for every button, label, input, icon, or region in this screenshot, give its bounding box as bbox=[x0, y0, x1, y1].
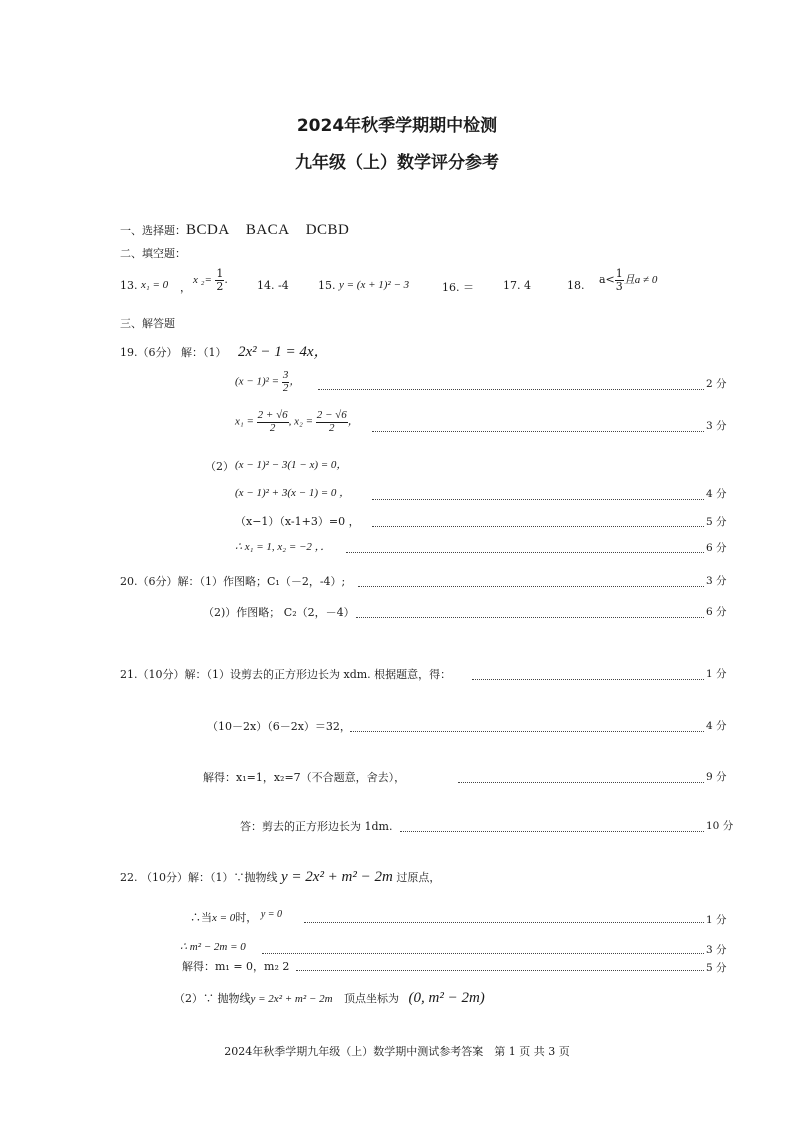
q19-step-2-b: , x₂ = bbox=[288, 415, 313, 428]
q15-answer: y = (x + 1)² − 3 bbox=[339, 279, 410, 291]
q20-line-2: （2)）作图略； C₂（2，－4） bbox=[203, 606, 355, 619]
q20-line-1: 20.（6分）解：（1）作图略；C₁（－2，-4）; bbox=[120, 575, 346, 588]
q15-label: 15. bbox=[318, 279, 336, 292]
leader-line bbox=[350, 731, 704, 732]
q19-part2-label: （2） bbox=[205, 460, 234, 473]
leader-line bbox=[458, 782, 704, 783]
q13-end: . bbox=[224, 273, 228, 287]
leader-line bbox=[400, 831, 704, 832]
q22-step-1 bbox=[190, 909, 282, 925]
q22-part2-a: （2）∵ 抛物线 bbox=[174, 992, 251, 1005]
q21-line-2: （10－2x）（6－2x）＝32， bbox=[207, 720, 351, 733]
q19-step-2-den-1: 2 bbox=[269, 421, 276, 434]
leader-line bbox=[318, 389, 704, 390]
section-choice bbox=[120, 219, 349, 239]
q21-line-4: 答：剪去的正方形边长为 1dm. bbox=[240, 820, 393, 833]
doc-title: 2024年秋季学期期中检测 bbox=[296, 116, 498, 136]
q13-num: 1 bbox=[216, 267, 224, 280]
q22-step-1-c: 时， bbox=[235, 911, 258, 924]
section-choice-label: 一、选择题： bbox=[120, 224, 186, 237]
q19-step-1-left: (x − 1)² = bbox=[235, 375, 280, 388]
q19-step-2-frac-2 bbox=[316, 410, 348, 434]
q22-step-1-b: x = 0 bbox=[212, 912, 236, 924]
section-fill-label: 二、填空题： bbox=[120, 247, 186, 260]
q14-answer: 14. -4 bbox=[257, 279, 289, 292]
q18-tail: 且a ≠ 0 bbox=[623, 274, 658, 287]
q22-part2-eq: y = 2x² + m² − 2m bbox=[250, 993, 333, 1005]
q19-part2-eq: (x − 1)² − 3(1 − x) = 0， bbox=[235, 459, 348, 471]
q19-step-2 bbox=[235, 410, 359, 434]
leader-line bbox=[296, 970, 704, 971]
page-footer: 2024年秋季学期九年级（上）数学期中测试参考答案 第 1 页 共 3 页 bbox=[224, 1045, 570, 1058]
q21-line-3: 解得：x₁=1，x₂=7（不合题意，舍去）， bbox=[203, 771, 406, 784]
q18-fraction bbox=[615, 268, 624, 292]
q19-equation: 2x² − 1 = 4x， bbox=[238, 344, 329, 360]
q22-head-tail: 过原点， bbox=[396, 871, 441, 884]
q22-part2-vertex: (0, m² − 2m) bbox=[408, 990, 485, 1006]
q19-step-4: (x − 1)² + 3(x − 1) = 0 ， bbox=[235, 487, 351, 499]
leader-line bbox=[346, 552, 704, 553]
score-q21-2: 4 分 bbox=[706, 720, 727, 732]
q18-answer bbox=[599, 268, 657, 292]
score-q20-2: 6 分 bbox=[706, 606, 727, 618]
q21-line-1: 21.（10分）解：（1）设剪去的正方形边长为 xdm. 根据题意，得： bbox=[120, 668, 452, 681]
q13-separator: ， bbox=[180, 281, 191, 294]
q22-step-1-a: ∴当 bbox=[190, 911, 212, 924]
score-q21-4: 10 分 bbox=[706, 820, 734, 832]
q19-step-5: （x−1）（x-1+3）=0 ， bbox=[235, 515, 360, 528]
q17-answer: 17. 4 bbox=[503, 279, 531, 292]
q18-label: 18. bbox=[567, 279, 585, 292]
q19-step-6: ∴ x₁ = 1, x₂ = −2 ，． bbox=[235, 541, 332, 553]
q13-answer-2 bbox=[193, 268, 228, 292]
q22-part2-b: 顶点坐标为 bbox=[344, 992, 400, 1005]
choice-answers: BCDA BACA DCBD bbox=[186, 222, 350, 238]
q22-part2 bbox=[174, 990, 485, 1007]
q19-step-2-tail: ， bbox=[347, 415, 359, 428]
score-q22-3: 5 分 bbox=[706, 962, 727, 974]
score-q19-2: 3 分 bbox=[706, 420, 727, 432]
q22-head-eq: y = 2x² + m² − 2m bbox=[281, 869, 393, 885]
q19-step-2-den-2: 2 bbox=[328, 421, 335, 434]
q19-step-1-tail: ， bbox=[289, 375, 301, 388]
q22-step-2: ∴ m² − 2m = 0 bbox=[180, 941, 246, 953]
q22-step-1-d: y = 0 bbox=[260, 909, 282, 920]
q13-answer-1: x₁ = 0 bbox=[141, 279, 169, 291]
leader-line bbox=[262, 953, 704, 954]
q19-step-2-num-1: 2 + √6 bbox=[257, 409, 288, 421]
doc-subtitle: 九年级（上）数学评分参考 bbox=[295, 153, 499, 173]
score-q22-1: 1 分 bbox=[706, 914, 727, 926]
leader-line bbox=[356, 617, 704, 618]
score-q19-5: 5 分 bbox=[706, 516, 727, 528]
score-q20-1: 3 分 bbox=[706, 575, 727, 587]
score-q21-3: 9 分 bbox=[706, 771, 727, 783]
q22-step-3: 解得：m₁ = 0，m₂ 2 bbox=[182, 960, 290, 973]
q18-a-lt: a< bbox=[599, 273, 615, 287]
leader-line bbox=[472, 679, 704, 680]
score-q19-1: 2 分 bbox=[706, 378, 727, 390]
leader-line bbox=[372, 499, 704, 500]
q19-step-1-num: 3 bbox=[282, 369, 289, 381]
q22-head bbox=[120, 869, 440, 886]
q19-step-2-a: x₁ = bbox=[235, 415, 254, 428]
q16-answer: 16. ＝ bbox=[442, 281, 474, 294]
leader-line bbox=[372, 526, 704, 527]
q18-num: 1 bbox=[615, 267, 623, 280]
q19-step-2-frac-1 bbox=[257, 410, 289, 434]
q13-answer-2-left: x ₂= bbox=[193, 274, 212, 287]
leader-line bbox=[358, 586, 704, 587]
score-q19-6: 6 分 bbox=[706, 542, 727, 554]
section-solve-label: 三、解答题 bbox=[120, 317, 175, 330]
leader-line bbox=[372, 431, 704, 432]
q19-head: 19.（6分） 解：（1） bbox=[120, 346, 227, 359]
q13-den: 2 bbox=[216, 279, 224, 293]
q22-head-text: 22. （10分）解：（1）∵抛物线 bbox=[120, 871, 278, 884]
q13-label: 13. bbox=[120, 279, 138, 292]
leader-line bbox=[304, 922, 704, 923]
q18-den: 3 bbox=[615, 279, 623, 293]
score-q21-1: 1 分 bbox=[706, 668, 727, 680]
q19-step-1-den: 2 bbox=[282, 381, 289, 394]
q19-step-1 bbox=[235, 370, 300, 394]
score-q22-2: 3 分 bbox=[706, 944, 727, 956]
q19-step-2-num-2: 2 − √6 bbox=[316, 409, 347, 421]
score-q19-4: 4 分 bbox=[706, 488, 727, 500]
